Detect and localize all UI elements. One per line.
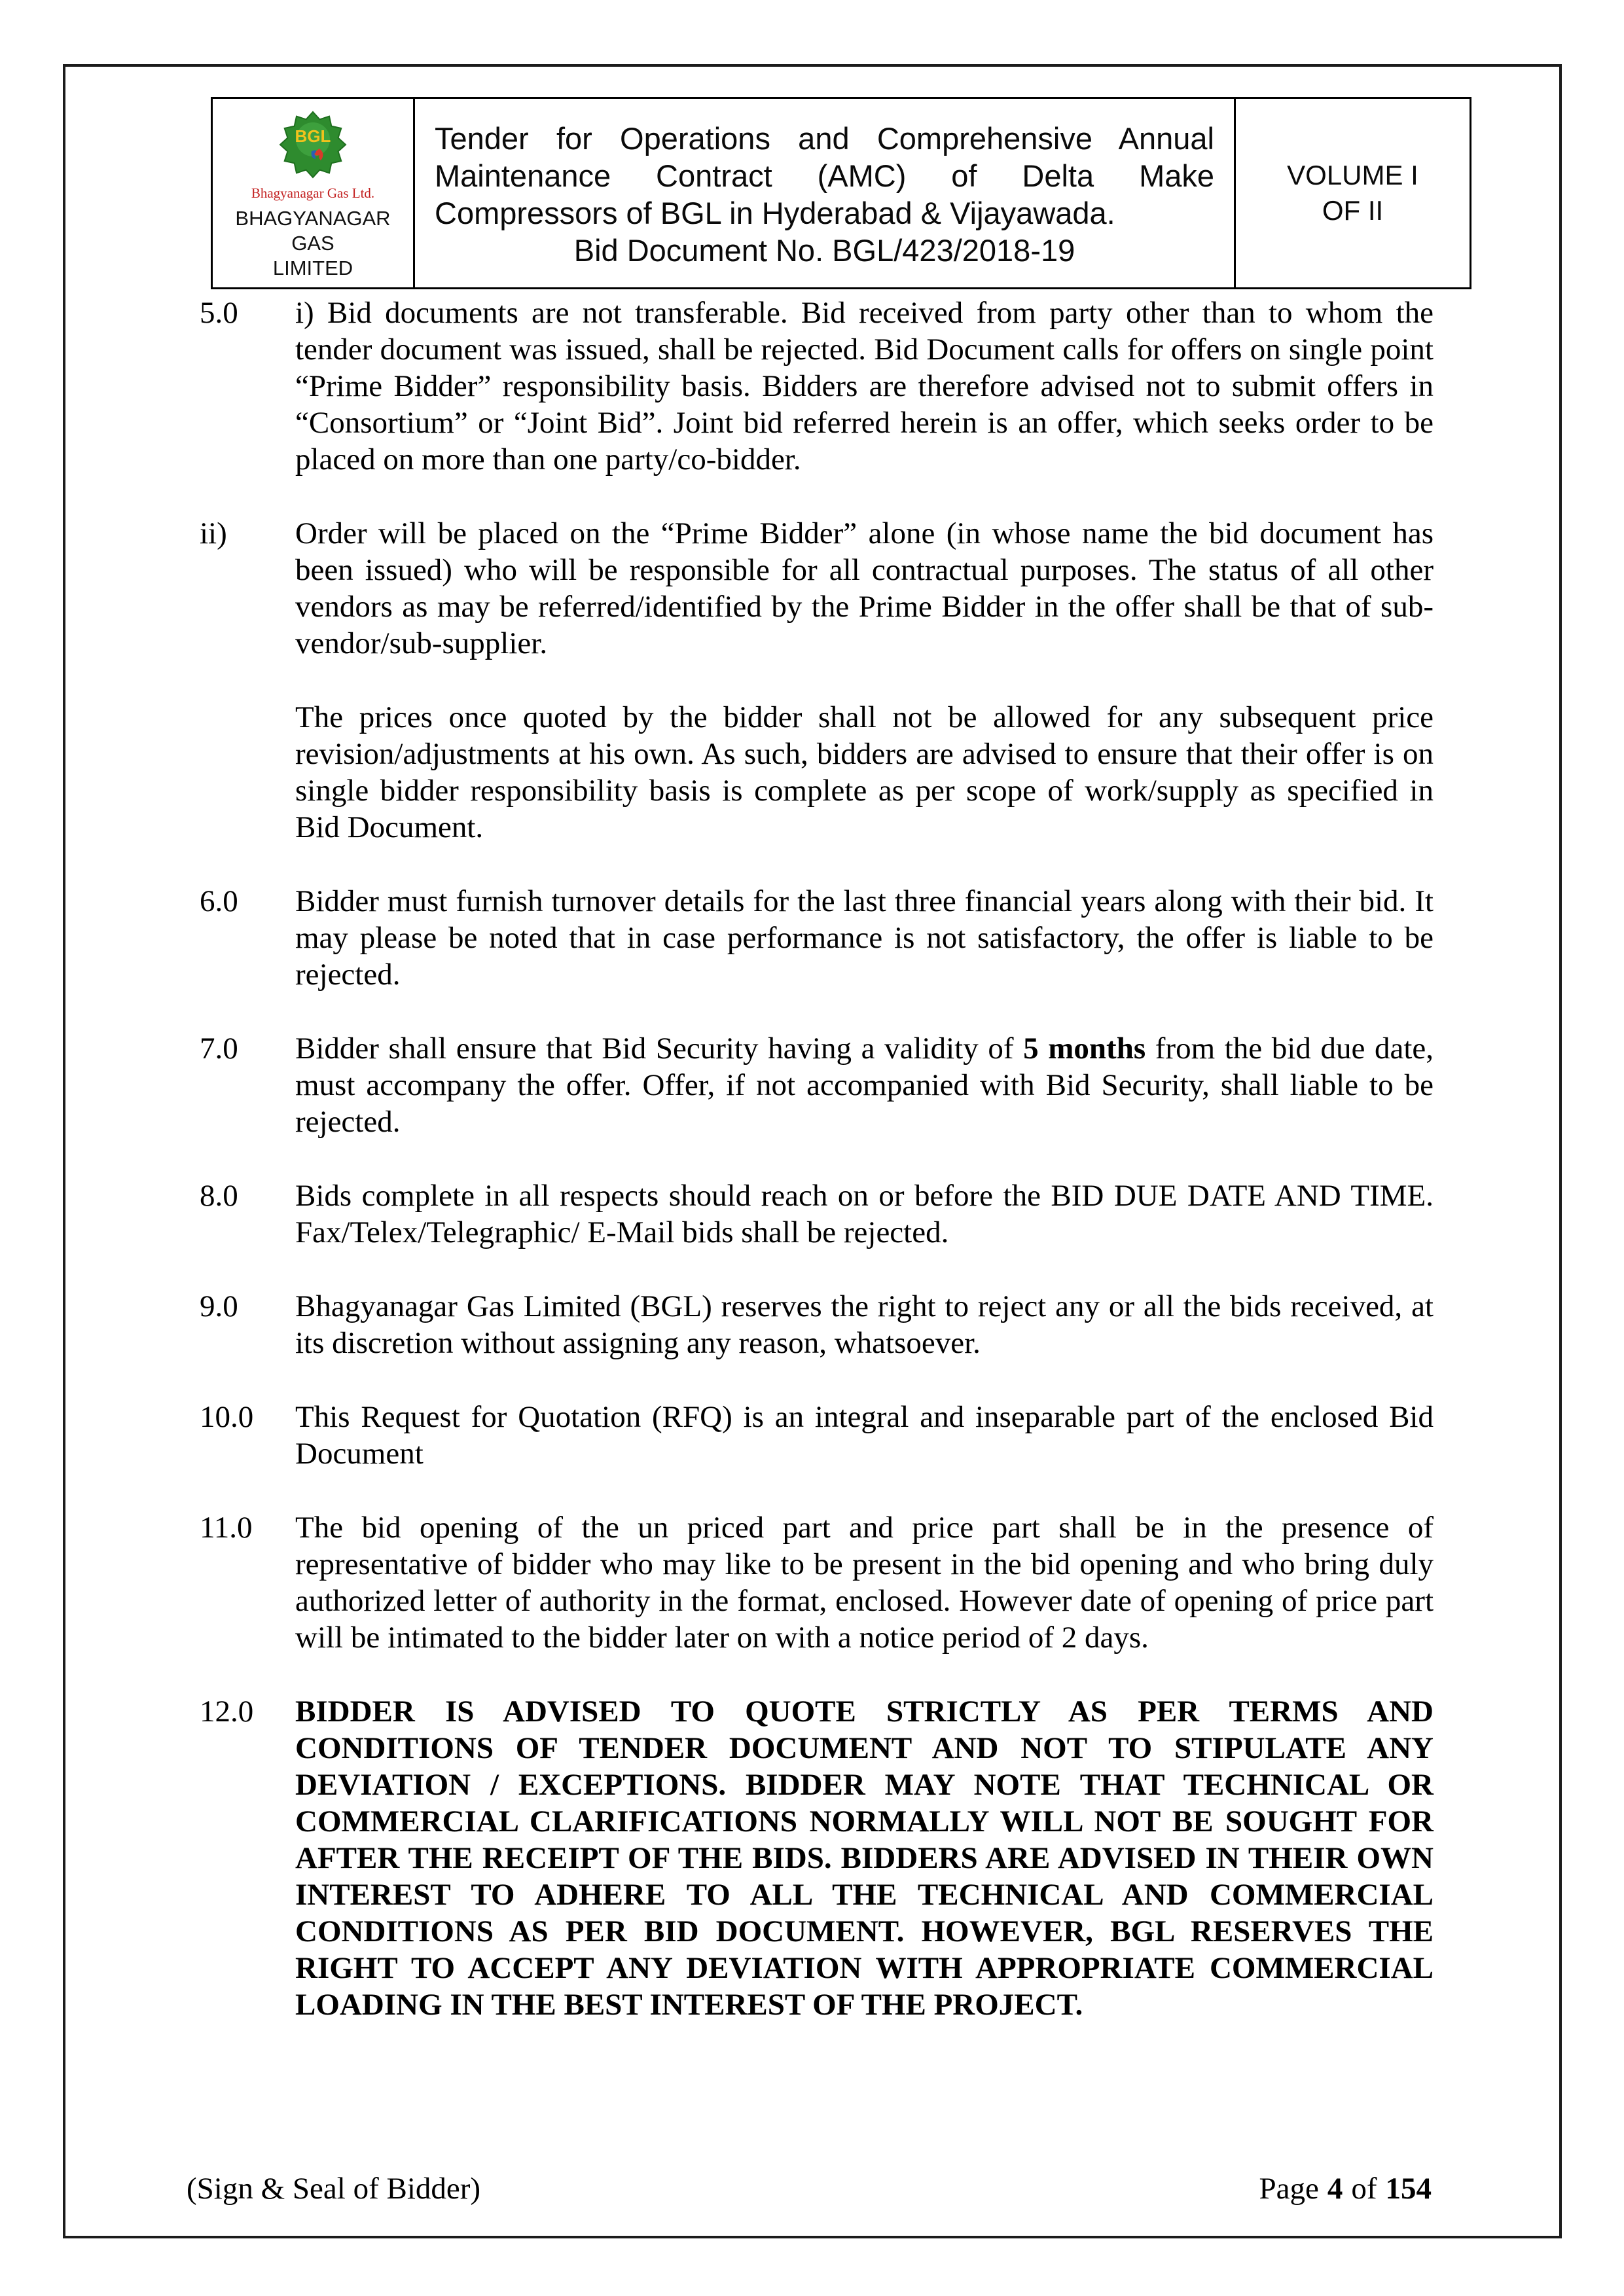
- volume-cell: [1234, 99, 1470, 287]
- company-name-line2: LIMITED: [272, 257, 353, 279]
- clause-9: [200, 1288, 1434, 1361]
- clause-6: [200, 883, 1434, 993]
- clause-number: 10.0: [200, 1400, 254, 1434]
- clause-text: i) Bid documents are not transferable. Bid received from party other than to whom the tender document was issued, shall be rejected. Bid Document calls for offers on single point “Prime Bidder” responsibility basis. Bidders are therefore advised not to submit offers in “Consortium” or “Joint Bid”. Joint bid referred herein is an offer, which seeks order to be placed on more than one party/co-bidder.: [295, 296, 1434, 476]
- clause-number: [200, 699, 295, 846]
- tender-title: Tender for Operations and Comprehensive Annual Maintenance Contract (AMC) of Delta Make Compressors of BGL in Hyderabad & Vijayawada.: [435, 121, 1214, 230]
- clause-10: [200, 1399, 1434, 1472]
- document-body: [200, 295, 1434, 2060]
- clause-text: Order will be placed on the “Prime Bidder” alone (in whose name the bid document has been issued) who will be responsible for all contractual purposes. The status of all other vendors as may be referred/identified by the Prime Bidder in the offer shall be that of sub-vendor/sub-supplier.: [295, 516, 1434, 660]
- clause-text: Bhagyanagar Gas Limited (BGL) reserves the right to reject any or all the bids received, at its discretion without assigning any reason, whatsoever.: [295, 1289, 1434, 1360]
- sign-seal-text: (Sign & Seal of Bidder): [187, 2172, 481, 2206]
- clause-text: This Request for Quotation (RFQ) is an integral and inseparable part of the enclosed Bid Document: [295, 1400, 1434, 1471]
- company-name-line1: BHAGYANAGAR GAS: [235, 207, 391, 255]
- clause-number: 6.0: [200, 884, 238, 918]
- page-footer: [187, 2170, 1432, 2207]
- volume-line1: VOLUME I: [1287, 160, 1418, 190]
- page-label: Page: [1259, 2172, 1319, 2206]
- company-name: [217, 206, 409, 281]
- clause-text: Bidder must furnish turnover details for the last three financial years along with their bid. It may please be noted that in case performance is not satisfactory, the offer is liable to be rejected.: [295, 884, 1434, 992]
- of-label: of: [1351, 2172, 1377, 2206]
- clause-text-pre: Bidder shall ensure that Bid Security having a validity of: [295, 1031, 1024, 1066]
- clause-5-ii: [200, 515, 1434, 662]
- page-indicator: [1259, 2170, 1432, 2207]
- clause-8: [200, 1177, 1434, 1251]
- clause-number: 12.0: [200, 1695, 254, 1729]
- clause-text: The bid opening of the un priced part and price part shall be in the presence of representative of bidder who may like to be present in the bid opening and who bring duly authorized letter of authority in the format, enclosed. However date of opening of price part will be intimated to the bidder later on with a notice period of 2 days.: [295, 1511, 1434, 1655]
- clause-text-bold: 5 months: [1023, 1031, 1146, 1066]
- page-number: 4: [1327, 2172, 1343, 2206]
- title-cell: [413, 99, 1234, 287]
- clause-number: 7.0: [200, 1031, 238, 1066]
- page-border-frame: [63, 64, 1562, 2238]
- bid-document-number: Bid Document No. BGL/423/2018-19: [573, 233, 1075, 268]
- clause-7: [200, 1030, 1434, 1140]
- clause-number: 5.0: [200, 296, 238, 330]
- clause-text: The prices once quoted by the bidder shall not be allowed for any subsequent price revision/adjustments at his own. As such, bidders are advised to ensure that their offer is on single bidder responsibility basis is complete as per scope of work/supply as specified in Bid Document.: [295, 700, 1434, 844]
- logo-cell: [213, 99, 413, 287]
- clause-12: [200, 1693, 1434, 2023]
- clause-5: [200, 295, 1434, 478]
- clause-11: [200, 1509, 1434, 1656]
- clause-text: BIDDER IS ADVISED TO QUOTE STRICTLY AS PER TERMS AND CONDITIONS OF TENDER DOCUMENT AND NOT TO STIPULATE ANY DEVIATION / EXCEPTIONS. BIDDER MAY NOTE THAT TECHNICAL OR COMMERCIAL CLARIFICATIONS NORMALLY WILL NOT BE SOUGHT FOR AFTER THE RECEIPT OF THE BIDS. BIDDERS ARE ADVISED IN THEIR OWN INTEREST TO ADHERE TO ALL THE TECHNICAL AND COMMERCIAL CONDITIONS AS PER BID DOCUMENT. HOWEVER, BGL RESERVES THE RIGHT TO ACCEPT ANY DEVIATION WITH APPROPRIATE COMMERCIAL LOADING IN THE BEST INTEREST OF THE PROJECT.: [295, 1695, 1434, 2022]
- header-table: [211, 97, 1471, 289]
- volume-line2: OF II: [1322, 195, 1384, 226]
- svg-text:BGL: BGL: [295, 126, 331, 146]
- clause-number: 9.0: [200, 1289, 238, 1323]
- clause-5-continuation: [200, 699, 1434, 846]
- clause-number: 11.0: [200, 1511, 253, 1545]
- bgl-logo-icon: [274, 105, 352, 184]
- clause-number: 8.0: [200, 1179, 238, 1213]
- clause-text-post: from the bid due date, must accompany the offer. Offer, if not accompanied with Bid Security, shall liable to be rejected.: [295, 1031, 1434, 1139]
- page-total: 154: [1385, 2172, 1432, 2206]
- logo-caption: Bhagyanagar Gas Ltd.: [251, 185, 375, 201]
- clause-text: [295, 1030, 1434, 1140]
- clause-text: Bids complete in all respects should reach on or before the BID DUE DATE AND TIME. Fax/Telex/Telegraphic/ E-Mail bids shall be rejected.: [295, 1179, 1434, 1249]
- clause-number: ii): [200, 516, 227, 550]
